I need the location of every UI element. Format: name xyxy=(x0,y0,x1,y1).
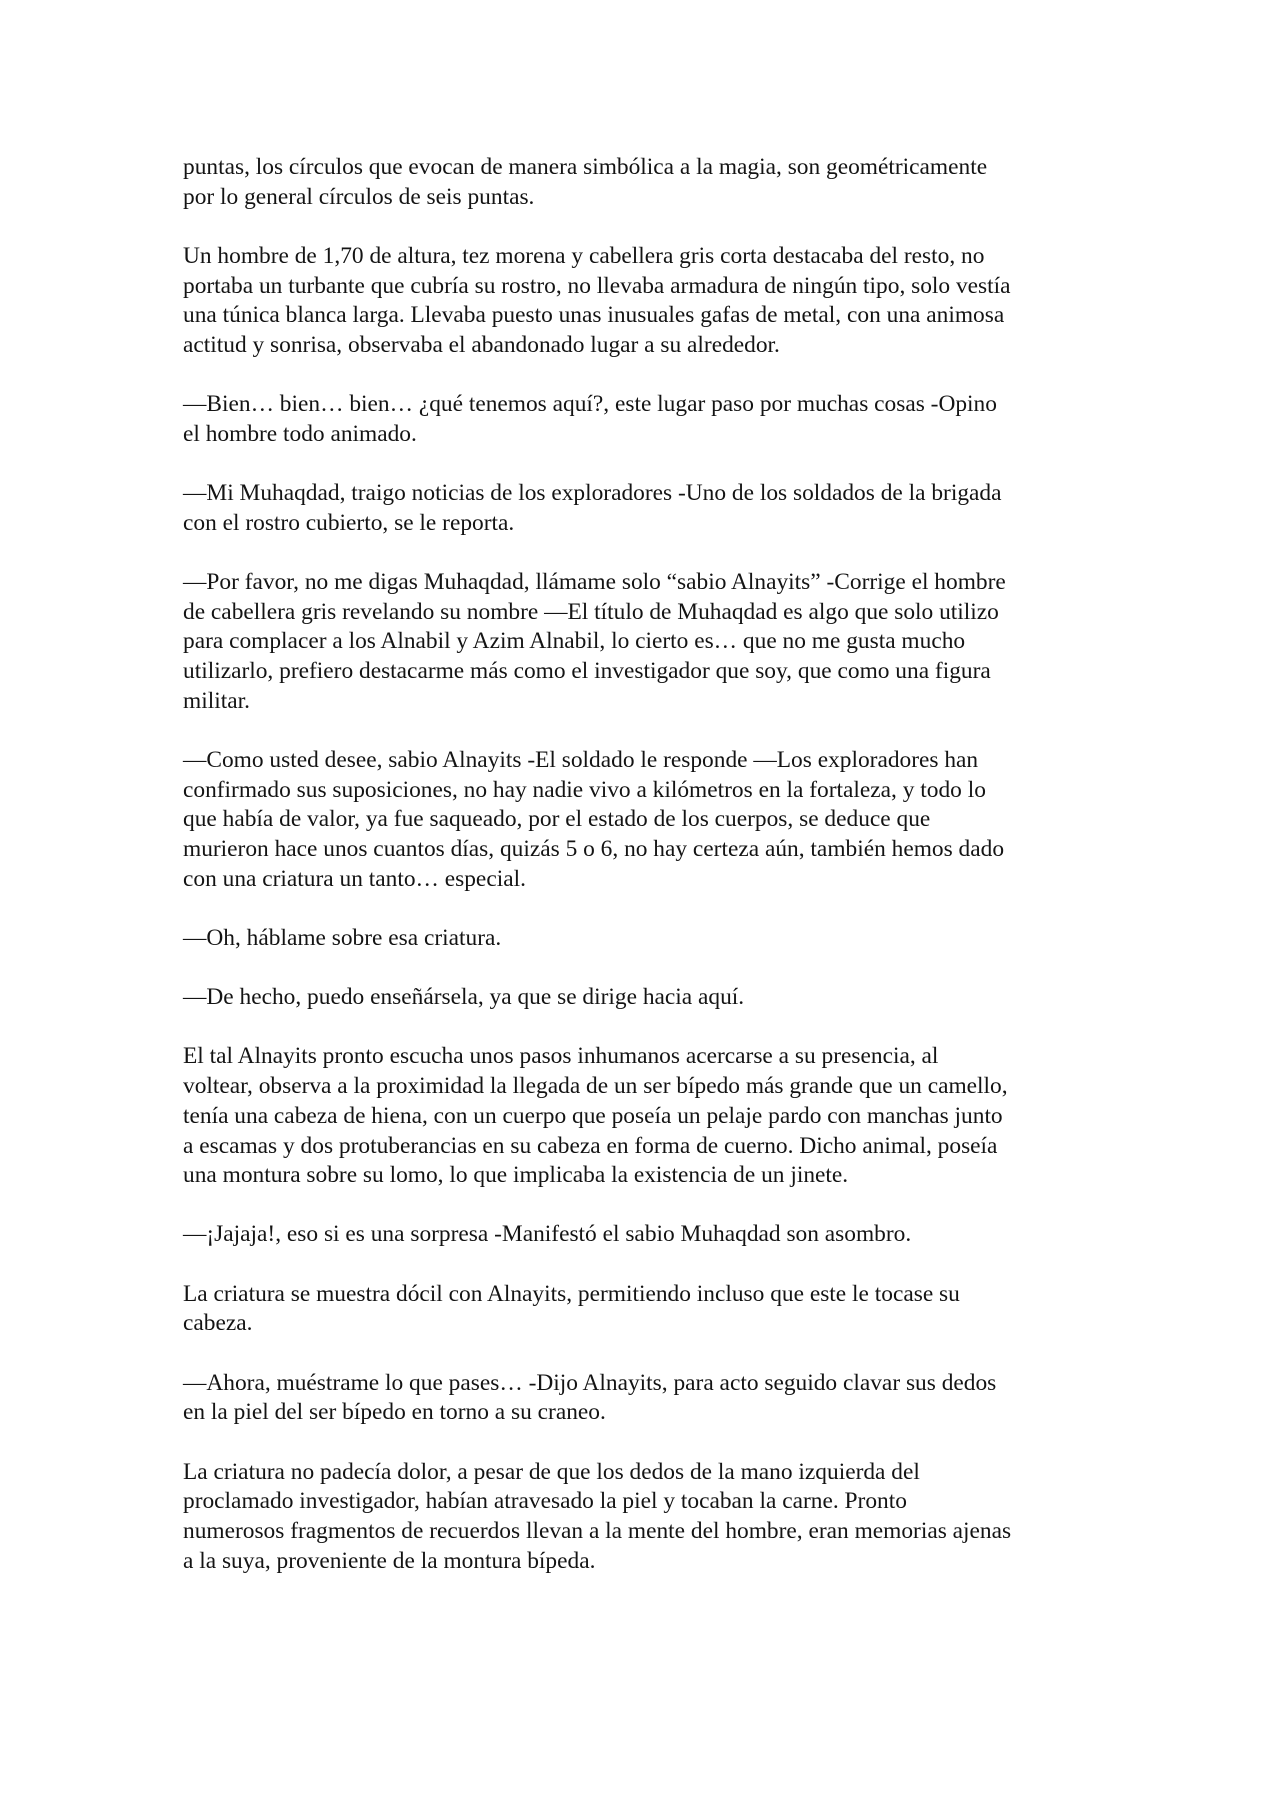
paragraph: —Bien… bien… bien… ¿qué tenemos aquí?, este lugar paso por muchas cosas -Opino el hombre todo animado. xyxy=(183,391,997,447)
paragraph: puntas, los círculos que evocan de manera simbólica a la magia, son geométricamente por lo general círculos de seis puntas. xyxy=(183,154,988,210)
paragraph: —Como usted desee, sabio Alnayits -El soldado le responde —Los exploradores han confirmado sus suposiciones, no hay nadie vivo a kilómetros en la fortaleza, y todo lo que había de valor, ya fue saqueado, por el estado de los cuerpos, se deduce que murieron hace unos cuantos días, quizás 5 o 6, no hay certeza aún, también hemos dado con una criatura un tanto… especial. xyxy=(183,747,1005,892)
paragraph: Un hombre de 1,70 de altura, tez morena y cabellera gris corta destacaba del resto, no portaba un turbante que cubría su rostro, no llevaba armadura de ningún tipo, solo vestía una túnica blanca larga. Llevaba puesto unas inusuales gafas de metal, con una animosa actitud y sonrisa, observaba el abandonado lugar a su alrededor. xyxy=(183,242,1011,359)
paragraph: —Ahora, muéstrame lo que pases… -Dijo Alnayits, para acto seguido clavar sus dedos en la piel del ser bípedo en torno a su craneo. xyxy=(183,1369,997,1426)
paragraph: —Por favor, no me digas Muhaqdad, llámame solo “sabio Alnayits” -Corrige el hombre de cabellera gris revelando su nombre —El título de Muhaqdad es algo que solo utilizo para complacer a los Alnabil y Azim Alnabil, lo cierto es… que no me gusta mucho utilizarlo, prefiero destacarme más como el investigador que soy, que como una figura militar. xyxy=(183,569,1006,714)
paragraph: La criatura se muestra dócil con Alnayits, permitiendo incluso que este le tocase su cabeza. xyxy=(183,1280,960,1337)
document-body xyxy=(183,153,1103,1606)
paragraph: —Oh, háblame sobre esa criatura. xyxy=(183,925,502,952)
paragraph: —¡Jajaja!, eso si es una sorpresa -Manifestó el sabio Muhaqdad son asombro. xyxy=(183,1221,912,1248)
paragraph: El tal Alnayits pronto escucha unos pasos inhumanos acercarse a su presencia, al voltear, observa a la proximidad la llegada de un ser bípedo más grande que un camello, tenía una cabeza de hiena, con un cuerpo que poseía un pelaje pardo con manchas junto a escamas y dos protuberancias en su cabeza en forma de cuerno. Dicho animal, poseía una montura sobre su lomo, lo que implicaba la existencia de un jinete. xyxy=(183,1043,1008,1189)
paragraph: La criatura no padecía dolor, a pesar de que los dedos de la mano izquierda del proclamado investigador, habían atravesado la piel y tocaban la carne. Pronto numerosos fragmentos de recuerdos llevan a la mente del hombre, eran memorias ajenas a la suya, proveniente de la montura bípeda. xyxy=(183,1458,1012,1574)
paragraph: —De hecho, puedo enseñársela, ya que se dirige hacia aquí. xyxy=(183,984,745,1011)
paragraph: —Mi Muhaqdad, traigo noticias de los exploradores -Uno de los soldados de la brigada con el rostro cubierto, se le reporta. xyxy=(183,480,1002,536)
